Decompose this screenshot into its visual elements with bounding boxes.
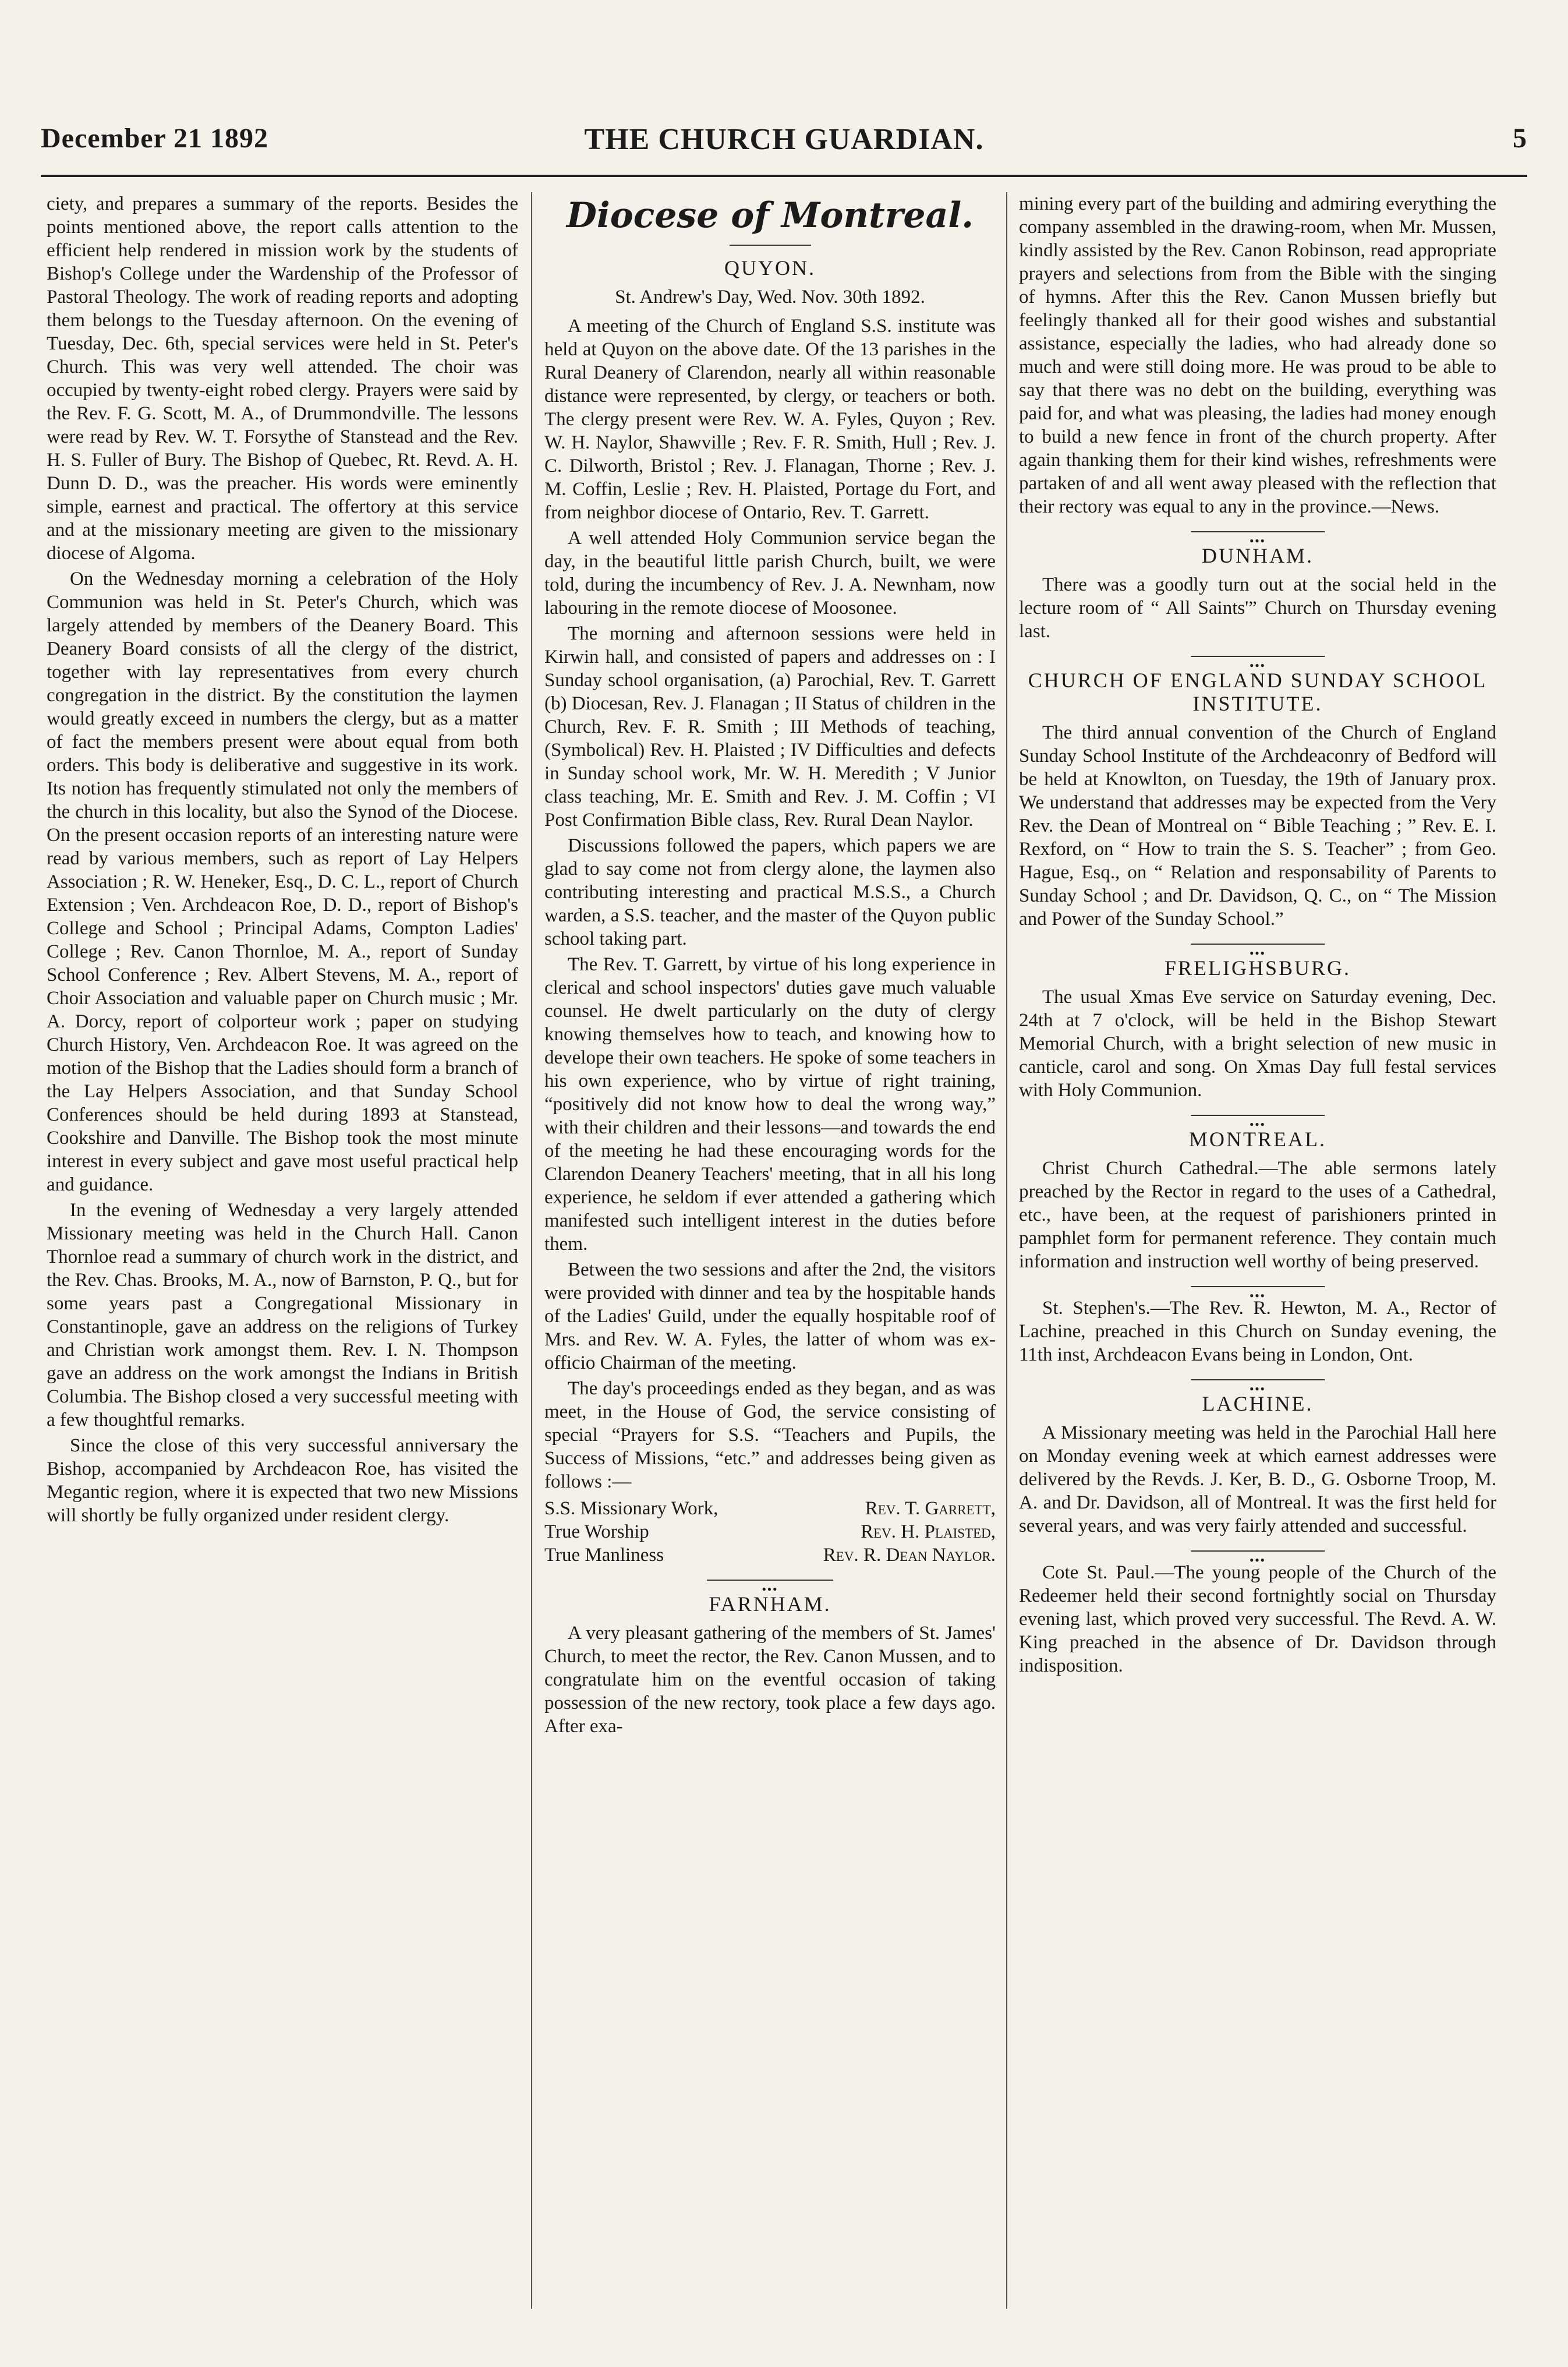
dateline: St. Andrew's Day, Wed. Nov. 30th 1892. [615, 287, 925, 308]
article-paragraph: ciety, and prepares a summary of the reports. Besides the points mentioned above, the report calls attention to the efficient help rendered in mission work by the students of Bishop's College under the Wardenship of the Professor of Pastoral Theology. The work of reading reports and adopting them belongs to the Tuesday afternoon. On the evening of Tuesday, Dec. 6th, special services were held in St. Peter's Church. This was very well attended. The choir was occupied by twenty-eight robed clergy. Prayers were said by the Rev. F. G. Scott, M. A., of Drummondville. The lessons were read by Rev. W. T. Forsythe of Stanstead and the Rev. H. S. Fuller of Bury. The Bishop of Quebec, Rt. Revd. A. H. Dunn D. D., was the preacher. His words were eminently simple, earnest and practical. The offertory at this service and at the missionary meeting are given to the missionary diocese of Algoma. [47, 193, 518, 564]
article-paragraph: On the Wednesday morning a celebration of the Holy Communion was held in St. Peter's Church, which was largely attended by members of the Deanery Board. This Deanery Board consists of all the clergy of the district, together with lay representatives from every church congregation in the district. By the constitution the laymen would greatly exceed in numbers the clergy, but as a matter of fact the members present were about equal from both orders. This body is deliberative and suggestive in its work. Its notion has frequently stimulated not only the members of the church in this locality, but also the Synod of the Diocese. On the present occasion reports of an interesting nature were read by various members, such as report of Lay Helpers Association ; R. W. Heneker, Esq., D. C. L., report of Church Extension ; Ven. Archdeacon Roe, D. D., report of Bishop's College and School ; Principal Adams, Compton Ladies' College ; Rev. Canon Thornloe, M. A., report of Sunday School Conference ; Rev. Albert Stevens, M. A., report of Choir Association and valuable paper on Church music ; Mr. A. Dorcy, report of colporteur work ; paper on studying Church History, Ven. Archdeacon Roe. It was agreed on the motion of the Bishop that the Ladies should form a branch of the Lay Helpers Association, and that Sunday School Conferences should be held during 1893 at Stanstead, Cookshire and Danville. The Bishop took the most minute interest in every subject and gave most useful practical help and guidance. [47, 568, 518, 1195]
header-page-number: 5 [1513, 123, 1527, 154]
article-paragraph: A well attended Holy Communion service began the day, in the beautiful little parish Church, built, we were told, during the incumbency of Rev. J. A. Newnham, now labouring in the remote diocese of Moosonee. [544, 528, 996, 619]
section-heading-dunham: DUNHAM. [1202, 544, 1314, 567]
article-paragraph: Since the close of this very successful anniversary the Bishop, accompanied by Archdeacon Roe, has visited the Megantic region, where it is expected that two new Missions will shortly be fully organized under resident clergy. [47, 1435, 518, 1526]
section-heading-lachine: LACHINE. [1202, 1392, 1314, 1415]
section-separator [1019, 1547, 1496, 1555]
article-paragraph: A Missionary meeting was held in the Parochial Hall here on Monday evening week at which earnest addresses were delivered by the Revds. J. Ker, B. D., G. Osborne Troop, M. A. and Dr. Davidson, all of Montreal. It was the first held for several years, and was very fairly attended and successful. [1019, 1422, 1496, 1536]
section-separator [1019, 528, 1496, 536]
schedule-speaker: Rev. T. Garrett, [865, 1498, 996, 1519]
article-paragraph: The usual Xmas Eve service on Saturday evening, Dec. 24th at 7 o'clock, will be held in the Bishop Stewart Memorial Church, with a bright selection of new music in canticle, carol and song. On Xmas Day full festal services with Holy Communion. [1019, 987, 1496, 1101]
article-paragraph: Between the two sessions and after the 2nd, the visitors were provided with dinner and tea by the hospitable hands of the Ladies' Guild, under the equally hospitable roof of Mrs. and Rev. W. A. Fyles, the latter of whom was ex-officio Chairman of the meeting. [544, 1259, 996, 1373]
article-paragraph: A very pleasant gathering of the members of St. James' Church, to meet the rector, the Rev. Canon Mussen, and to congratulate him on the eventful occasion of taking possession of the new rectory, took place a few days ago. After exa- [544, 1623, 996, 1737]
schedule-topic: True Worship [544, 1521, 649, 1542]
column-rule-2 [1006, 192, 1007, 2309]
section-separator [1019, 940, 1496, 948]
column-1 [47, 192, 518, 2309]
address-schedule [544, 1497, 996, 1567]
section-heading-farnham: FARNHAM. [709, 1592, 831, 1616]
diocese-heading: Diocese of Montreal. [566, 195, 974, 236]
article-paragraph: The morning and afternoon sessions were held in Kirwin hall, and consisted of papers and addresses on : I Sunday school organisation, (a) Parochial, Rev. T. Garrett (b) Diocesan, Rev. J. Flanagan ; II Status of children in the Church, Rev. F. R. Smith ; III Methods of teaching, (Symbolical) Rev. H. Plaisted ; IV Difficulties and defects in Sunday school work, Mr. W. H. Meredith ; V Junior class teaching, Mr. E. Smith and Rev. J. M. Coffin ; VI Post Confirmation Bible class, Rev. Rural Dean Naylor. [544, 623, 996, 831]
header-title: THE CHURCH GUARDIAN. [584, 123, 984, 156]
schedule-speaker: Rev. R. Dean Naylor. [823, 1545, 996, 1566]
column-2 [544, 192, 996, 2309]
article-paragraph: There was a goodly turn out at the social held in the lecture room of “ All Saints'” Church on Thursday evening last. [1019, 574, 1496, 642]
schedule-row [544, 1543, 996, 1567]
section-heading-institute: CHURCH OF ENGLAND SUNDAY SCHOOL INSTITUTE. [1028, 669, 1488, 715]
article-paragraph: The Rev. T. Garrett, by virtue of his long experience in clerical and school inspectors' duties gave much valuable counsel. He dwelt particularly on the duty of clergy knowing themselves how to teach, and knowing how to develope their own teachers. He spoke of some teachers in his own experience, who by virtue of right training, “positively did not know how to deal the wrong way,” with their children and their lessons—and towards the end of the meeting he had these encouraging words for the Clarendon Deanery Teachers' meeting, that in all his long experience, he seldom if ever attended a gathering which manifested such intelligent interest in the duties before them. [544, 954, 996, 1255]
schedule-row [544, 1497, 996, 1520]
section-heading-frelighsburg: FRELIGHSBURG. [1164, 956, 1351, 980]
column-rule-1 [531, 192, 532, 2309]
article-paragraph: The third annual convention of the Church of England Sunday School Institute of the Archdeaconry of Bedford will be held at Knowlton, on Tuesday, the 19th of January prox. We understand that addresses may be expected from the Very Rev. the Dean of Montreal on “ Bible Teaching ; ” Rev. E. I. Rexford, on “ How to train the S. S. Teacher” ; from Geo. Hague, Esq., on “ Relation and responsability of Parents to Sunday School ; and Dr. Davidson, Q. C., on “ The Mission and Power of the Sunday School.” [1019, 722, 1496, 930]
article-paragraph: Discussions followed the papers, which papers we are glad to say come not from clergy alone, the laymen also contributing interesting and practical M.S.S., a Church warden, a S.S. teacher, and the master of the Quyon public school taking part. [544, 835, 996, 949]
section-heading-quyon: QUYON. [724, 256, 816, 280]
section-separator [1019, 1283, 1496, 1291]
page-header [41, 122, 1527, 163]
section-separator [1019, 652, 1496, 660]
schedule-topic: True Manliness [544, 1545, 664, 1566]
schedule-speaker: Rev. H. Plaisted, [861, 1521, 996, 1542]
section-heading-montreal: MONTREAL. [1189, 1128, 1326, 1151]
schedule-topic: S.S. Missionary Work, [544, 1498, 718, 1519]
article-paragraph: A meeting of the Church of England S.S. institute was held at Quyon on the above date. Of the 13 parishes in the Rural Deanery of Clarendon, nearly all within reasonable distance were represented, by clergy, or teachers or both. The clergy present were Rev. W. A. Fyles, Quyon ; Rev. W. H. Naylor, Shawville ; Rev. F. R. Smith, Hull ; Rev. J. C. Dilworth, Bristol ; Rev. J. Flanagan, Thorne ; Rev. J. M. Coffin, Leslie ; Rev. H. Plaisted, Portage du Fort, and from neighbor diocese of Ontario, Rev. T. Garrett. [544, 316, 996, 523]
section-separator [1019, 1111, 1496, 1119]
article-paragraph: St. Stephen's.—The Rev. R. Hewton, M. A., Rector of Lachine, preached in this Church on Sunday evening, the 11th inst, Archdeacon Evans being in London, Ont. [1019, 1298, 1496, 1365]
header-rule [41, 175, 1527, 177]
article-paragraph: In the evening of Wednesday a very largely attended Missionary meeting was held in the Church Hall. Canon Thornloe read a summary of church work in the district, and the Rev. Chas. Brooks, M. A., now of Barnston, P. Q., but for some years past a Congregational Missionary in Constantinople, gave an address on the religions of Turkey and Christian work amongst them. Rev. I. N. Thompson gave an address on the work amongst the Indians in British Columbia. The Bishop closed a very successful meeting with a few thoughtful remarks. [47, 1200, 518, 1430]
header-date: December 21 1892 [41, 123, 268, 154]
section-separator [544, 1576, 996, 1584]
section-separator [1019, 1376, 1496, 1384]
article-paragraph: The day's proceedings ended as they began, and as was meet, in the House of God, the service consisting of special “Prayers for S.S. “Teachers and Pupils, the Success of Missions, “etc.” and addresses being given as follows :— [544, 1378, 996, 1492]
article-paragraph: Christ Church Cathedral.—The able sermons lately preached by the Rector in regard to the uses of a Cathedral, etc., have been, at the request of parishioners printed in pamphlet form for permanent reference. They contain much information and instruction well worthy of being preserved. [1019, 1158, 1496, 1272]
column-3 [1019, 192, 1496, 2309]
heading-rule [730, 245, 811, 246]
article-paragraph: Cote St. Paul.—The young people of the Church of the Redeemer held their second fortnightly social on Thursday evening last, which proved very successful. The Revd. A. W. King preached in the absence of Dr. Davidson through indisposition. [1019, 1562, 1496, 1676]
schedule-row [544, 1520, 996, 1543]
article-paragraph: mining every part of the building and admiring everything the company assembled in the drawing-room, when Mr. Mussen, kindly assisted by the Rev. Canon Robinson, read appropriate prayers and selections from from the Bible with the singing of hymns. After this the Rev. Canon Mussen briefly but feelingly thanked all for their good wishes and substantial assistance, especially the ladies, who had already done so much and were still doing more. He was proud to be able to say that there was no debt on the building, everything was paid for, and what was pleasing, the ladies had money enough to build a new fence in front of the church property. After again thanking them for their kind wishes, refreshments were partaken of and all went away pleased with the reflection that their rectory was equal to any in the province.—News. [1019, 193, 1496, 517]
